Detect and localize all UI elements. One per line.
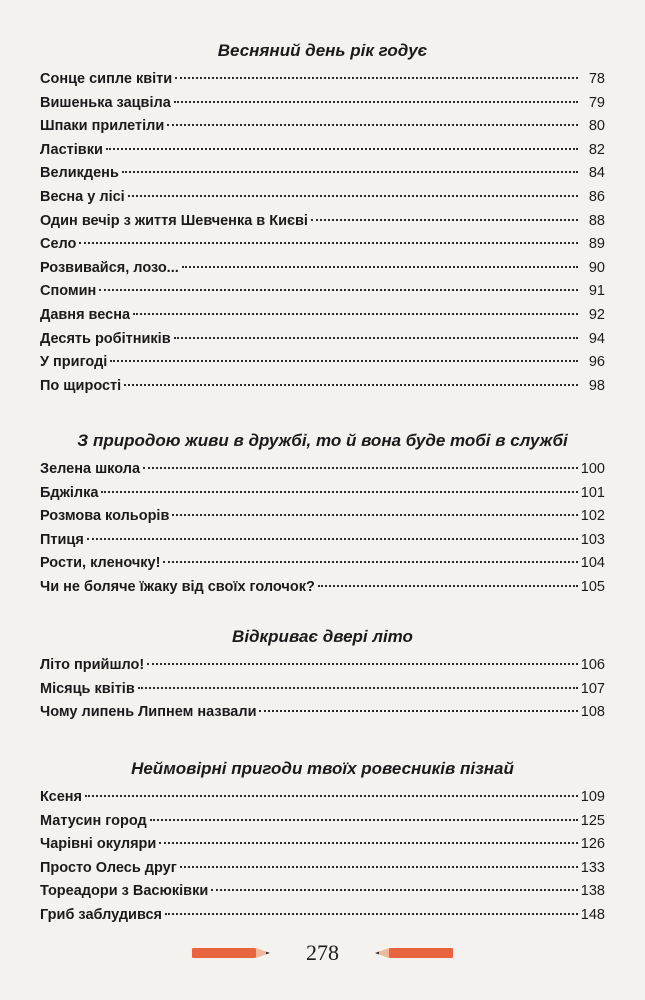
dot-leader <box>110 360 578 362</box>
toc-entry <box>40 857 605 881</box>
dot-leader <box>147 663 578 665</box>
entry-title: Шпаки прилетіли <box>40 118 165 135</box>
toc-section-spring <box>40 40 605 398</box>
entry-page-number: 86 <box>588 188 605 205</box>
dot-leader <box>180 866 578 868</box>
dot-leader <box>159 842 577 844</box>
entry-page-number: 104 <box>580 555 605 572</box>
dot-leader <box>133 313 578 315</box>
toc-section-adventures <box>40 758 605 928</box>
toc-entry <box>40 880 605 904</box>
section-entries <box>40 654 605 725</box>
entry-page-number: 125 <box>580 812 605 829</box>
entry-title: Село <box>40 236 77 253</box>
toc-entry <box>40 810 605 834</box>
toc-entry <box>40 162 605 186</box>
entry-page-number: 84 <box>588 165 605 182</box>
entry-title: Один вечір з життя Шевченка в Києві <box>40 212 308 229</box>
entry-page-number: 90 <box>588 259 605 276</box>
entry-page-number: 109 <box>580 789 605 805</box>
entry-page-number: 126 <box>580 836 605 853</box>
toc-entry <box>40 115 605 139</box>
dot-leader <box>101 491 577 493</box>
entry-title: Зелена школа <box>40 461 141 477</box>
dot-leader <box>79 242 578 244</box>
toc-entry <box>40 833 605 857</box>
toc-section-nature <box>40 430 605 600</box>
entry-title: Розмова кольорів <box>40 508 170 525</box>
entry-title: По щирості <box>40 377 122 394</box>
entry-page-number: 106 <box>580 657 605 673</box>
entry-page-number: 78 <box>588 71 605 87</box>
toc-entry <box>40 678 605 702</box>
toc-entry <box>40 328 605 352</box>
entry-title: Розвивайся, лозо... <box>40 259 179 276</box>
entry-title: Сонце сипле квіти <box>40 71 173 87</box>
pencil-lead <box>375 952 379 955</box>
toc-entry <box>40 786 605 810</box>
entry-page-number: 79 <box>588 94 605 111</box>
entry-title: У пригоді <box>40 354 108 371</box>
toc-entry <box>40 280 605 304</box>
entry-page-number: 82 <box>588 141 605 158</box>
entry-page-number: 98 <box>588 377 605 394</box>
entry-page-number: 102 <box>580 508 605 525</box>
dot-leader <box>167 124 578 126</box>
toc-entry <box>40 139 605 163</box>
toc-entry <box>40 304 605 328</box>
section-entries <box>40 68 605 398</box>
entry-title: Літо прийшло! <box>40 657 145 673</box>
entry-title: Давня весна <box>40 306 131 323</box>
entry-title: Ксеня <box>40 789 83 805</box>
toc-entry <box>40 482 605 506</box>
entry-title: Чарівні окуляри <box>40 836 157 853</box>
entry-title: Десять робітників <box>40 330 171 347</box>
dot-leader <box>318 585 578 587</box>
entry-title: Великдень <box>40 165 119 182</box>
toc-entry <box>40 529 605 553</box>
dot-leader <box>128 195 578 197</box>
toc-entry <box>40 375 605 399</box>
toc-section-summer <box>40 626 605 725</box>
entry-page-number: 133 <box>580 859 605 876</box>
entry-page-number: 92 <box>588 306 605 323</box>
dot-leader <box>87 538 578 540</box>
dot-leader <box>165 913 578 915</box>
pencil-lead <box>266 952 270 955</box>
section-heading: Відкриває двері літо <box>232 627 413 646</box>
entry-title: Гриб заблудився <box>40 906 163 923</box>
dot-leader <box>211 889 578 891</box>
page-number: 278 <box>306 940 339 965</box>
entry-title: Тореадори з Васюківки <box>40 883 209 900</box>
entry-page-number: 138 <box>580 883 605 900</box>
entry-page-number: 105 <box>580 578 605 595</box>
toc-entry <box>40 186 605 210</box>
toc-entry <box>40 351 605 375</box>
entry-page-number: 94 <box>588 330 605 347</box>
toc-entry <box>40 92 605 116</box>
toc-entry <box>40 505 605 529</box>
toc-entry <box>40 458 605 482</box>
dot-leader <box>85 795 578 797</box>
toc-entry <box>40 654 605 678</box>
toc-entry <box>40 210 605 234</box>
dot-leader <box>182 266 578 268</box>
entry-page-number: 91 <box>588 283 605 300</box>
section-heading: З природою живи в дружбі, то й вона буде тобі в службі <box>77 431 568 450</box>
entry-title: Весна у лісі <box>40 188 125 205</box>
pencil-body <box>389 948 453 958</box>
entry-title: Спомин <box>40 283 97 300</box>
toc-entry <box>40 552 605 576</box>
entry-page-number: 107 <box>580 680 605 697</box>
entry-title: Рости, кленочку! <box>40 555 161 572</box>
entry-page-number: 96 <box>588 354 605 371</box>
dot-leader <box>106 148 578 150</box>
entry-title: Бджілка <box>40 484 99 501</box>
pencil-body <box>192 948 256 958</box>
toc-entry <box>40 233 605 257</box>
entry-page-number: 80 <box>588 118 605 135</box>
entry-title: Ластівки <box>40 141 103 158</box>
toc-entry <box>40 576 605 600</box>
pencil-icon <box>373 946 453 960</box>
dot-leader <box>122 171 578 173</box>
entry-page-number: 88 <box>588 212 605 229</box>
entry-page-number: 100 <box>580 461 605 477</box>
entry-title: Чому липень Липнем назвали <box>40 704 257 721</box>
section-heading: Неймовірні пригоди твоїх ровесників пізнай <box>131 759 514 778</box>
dot-leader <box>124 384 578 386</box>
entry-title: Місяць квітів <box>40 680 135 697</box>
dot-leader <box>174 337 578 339</box>
page-footer <box>0 938 645 968</box>
pencil-icon <box>192 946 272 960</box>
dot-leader <box>175 77 578 79</box>
entry-title: Птиця <box>40 531 84 548</box>
entry-page-number: 148 <box>580 906 605 923</box>
section-entries <box>40 786 605 928</box>
dot-leader <box>163 561 577 563</box>
dot-leader <box>143 467 578 469</box>
dot-leader <box>174 101 578 103</box>
dot-leader <box>150 819 578 821</box>
dot-leader <box>138 687 578 689</box>
entry-page-number: 103 <box>580 531 605 548</box>
entry-page-number: 89 <box>588 236 605 253</box>
entry-title: Чи не боляче їжаку від своїх голочок? <box>40 578 315 595</box>
entry-title: Вишенька зацвіла <box>40 94 171 111</box>
toc-entry <box>40 68 605 92</box>
dot-leader <box>172 514 577 516</box>
dot-leader <box>259 710 577 712</box>
toc-entry <box>40 257 605 281</box>
toc-entry <box>40 904 605 928</box>
dot-leader <box>311 219 578 221</box>
dot-leader <box>99 289 578 291</box>
entry-page-number: 108 <box>580 704 605 721</box>
entry-page-number: 101 <box>580 484 605 501</box>
section-entries <box>40 458 605 600</box>
section-heading: Весняний день рік годує <box>217 41 428 60</box>
toc-entry <box>40 701 605 725</box>
entry-title: Матусин город <box>40 812 147 829</box>
entry-title: Просто Олесь друг <box>40 859 177 876</box>
